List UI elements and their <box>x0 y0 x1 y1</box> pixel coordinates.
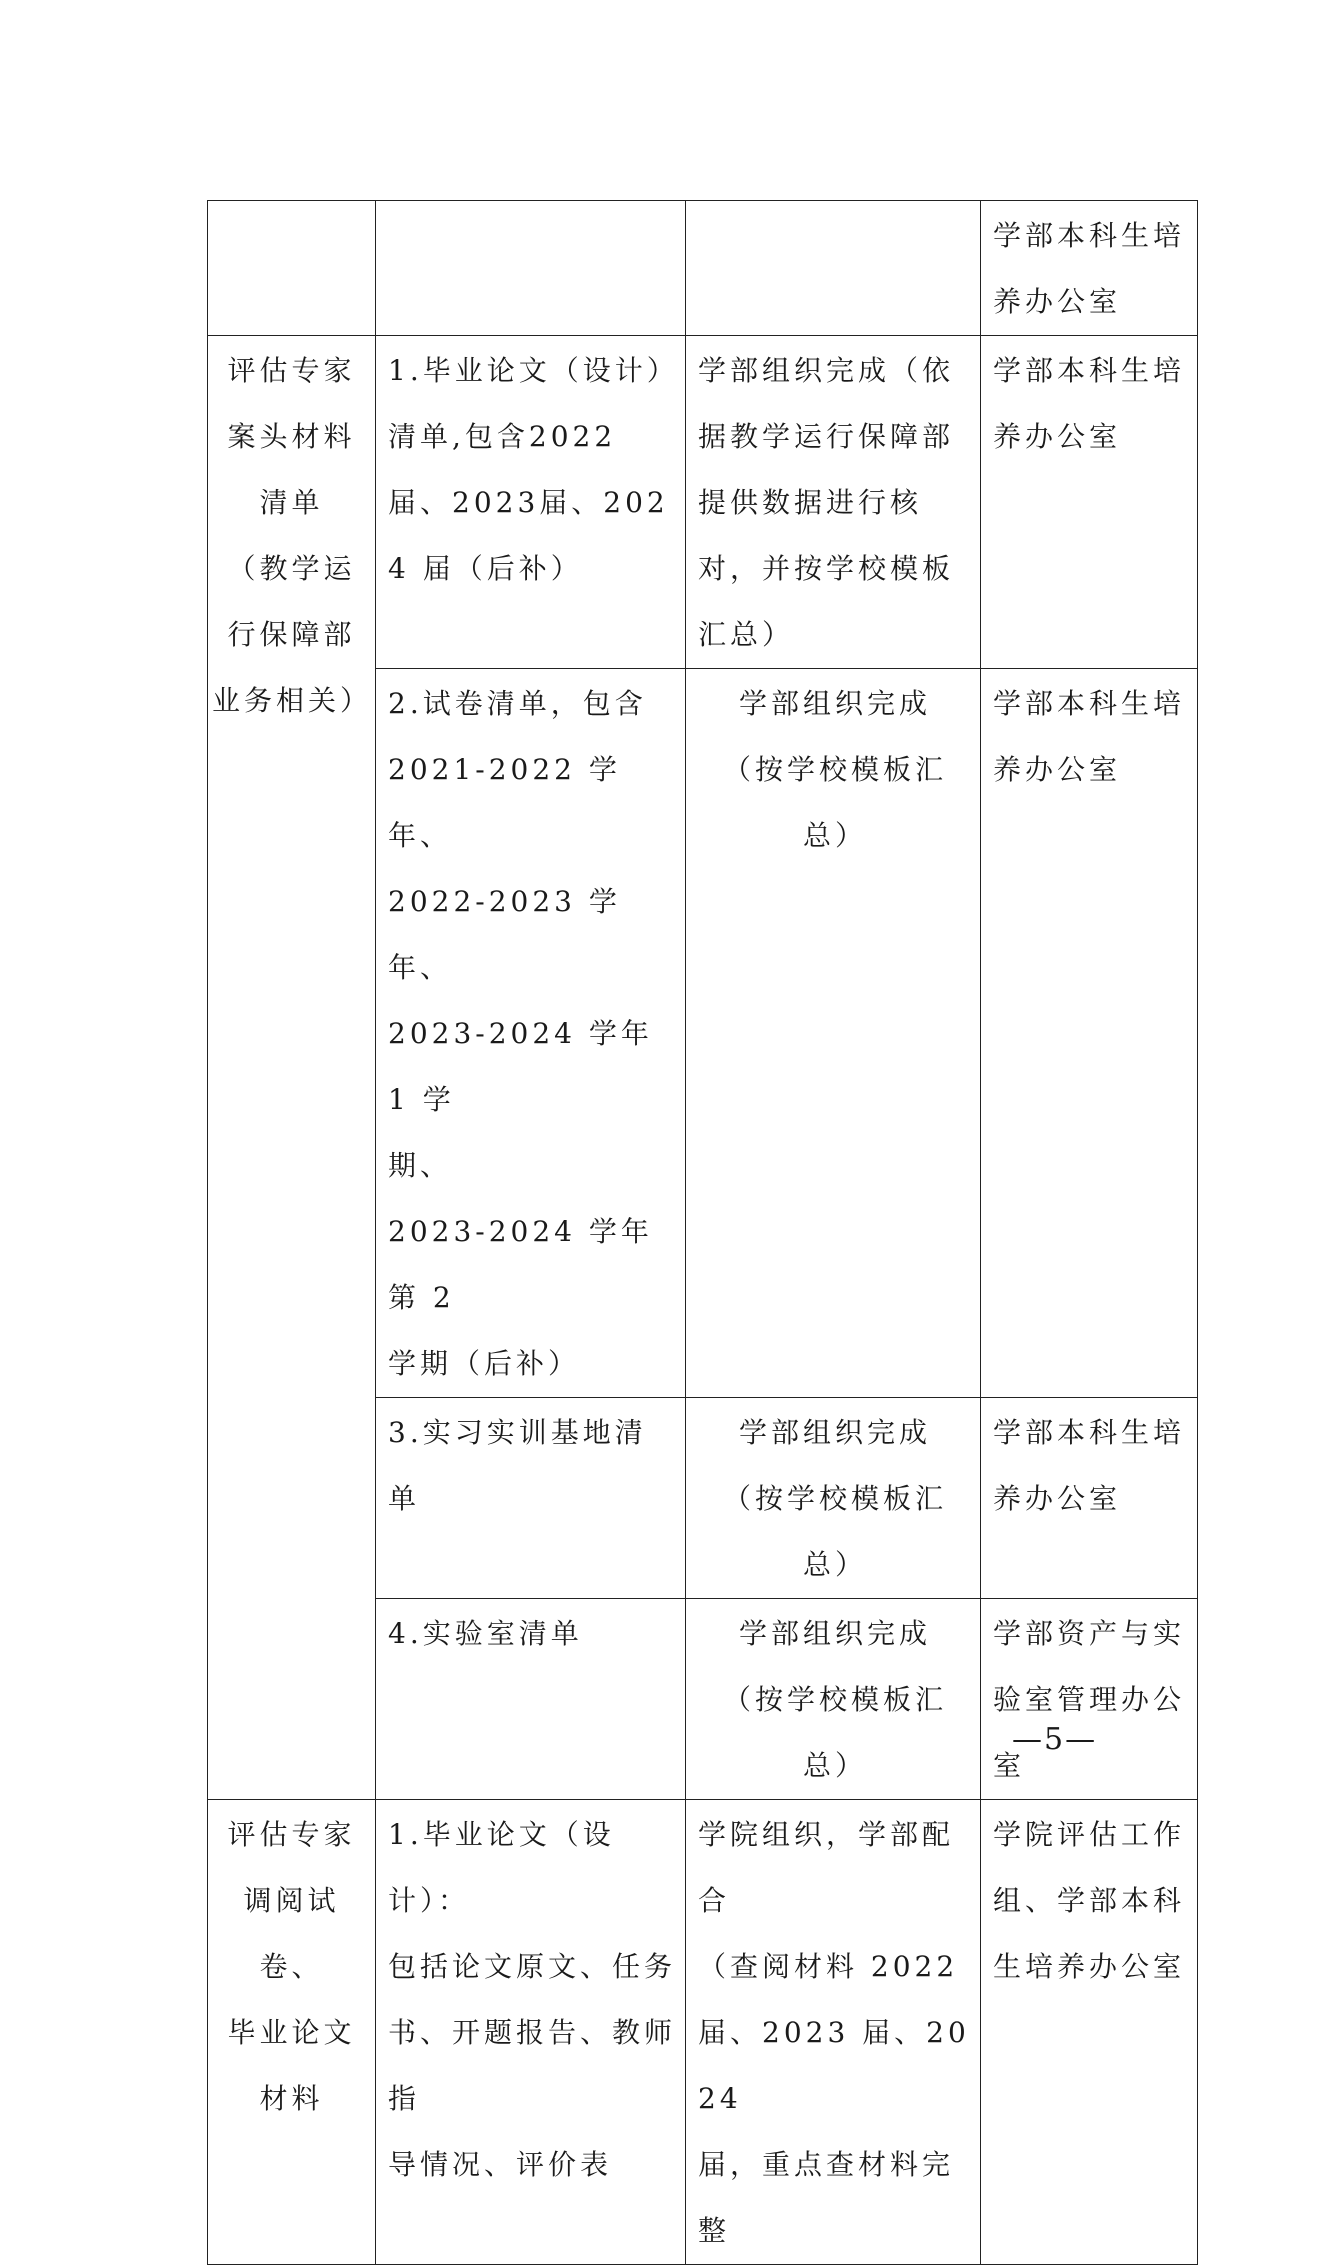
material-cell: 4.实验室清单 <box>376 1599 686 1800</box>
table-row <box>208 1800 1198 2265</box>
category-cell <box>208 201 376 336</box>
office-cell: 学部本科生培 养办公室 <box>981 1398 1198 1599</box>
method-cell: 学部组织完成 （按学校模板汇总） <box>686 669 981 1398</box>
office-cell: 学部本科生培 养办公室 <box>981 201 1198 336</box>
page-number: —5— <box>1012 1722 1098 1757</box>
table-row <box>208 201 1198 336</box>
material-cell: 2.试卷清单，包含 2021-2022 学年、 2022-2023 学年、 2023-2024 学年 1 学 期、 2023-2024 学年第 2 学期（后补） <box>376 669 686 1398</box>
office-cell: 学院评估工作 组、学部本科 生培养办公室 <box>981 1800 1198 2265</box>
office-cell: 学部本科生培 养办公室 <box>981 669 1198 1398</box>
method-cell: 学部组织完成 （按学校模板汇总） <box>686 1599 981 1800</box>
material-cell: 3.实习实训基地清单 <box>376 1398 686 1599</box>
table-row <box>208 336 1198 669</box>
category-cell: 评估专家 调阅试卷、 毕业论文 材料 <box>208 1800 376 2265</box>
office-cell: 学部资产与实 验室管理办公 室 <box>981 1599 1198 1800</box>
material-cell: 1.毕业论文（设计）清单,包含2022 届、2023届、2024 届（后补） <box>376 336 686 669</box>
method-cell: 学部组织完成（依据教学运行保障部提供数据进行核对，并按学校模板汇总） <box>686 336 981 669</box>
method-cell <box>686 201 981 336</box>
method-cell: 学院组织，学部配合 （查阅材料 2022 届、2023 届、2024 届，重点查材料完整 <box>686 1800 981 2265</box>
materials-table <box>207 200 1198 2265</box>
material-cell <box>376 201 686 336</box>
material-cell: 1.毕业论文（设计）： 包括论文原文、任务 书、开题报告、教师指 导情况、评价表 <box>376 1800 686 2265</box>
category-cell: 评估专家 案头材料 清单 （教学运 行保障部 业务相关） <box>208 336 376 1800</box>
office-cell: 学部本科生培 养办公室 <box>981 336 1198 669</box>
method-cell: 学部组织完成 （按学校模板汇总） <box>686 1398 981 1599</box>
